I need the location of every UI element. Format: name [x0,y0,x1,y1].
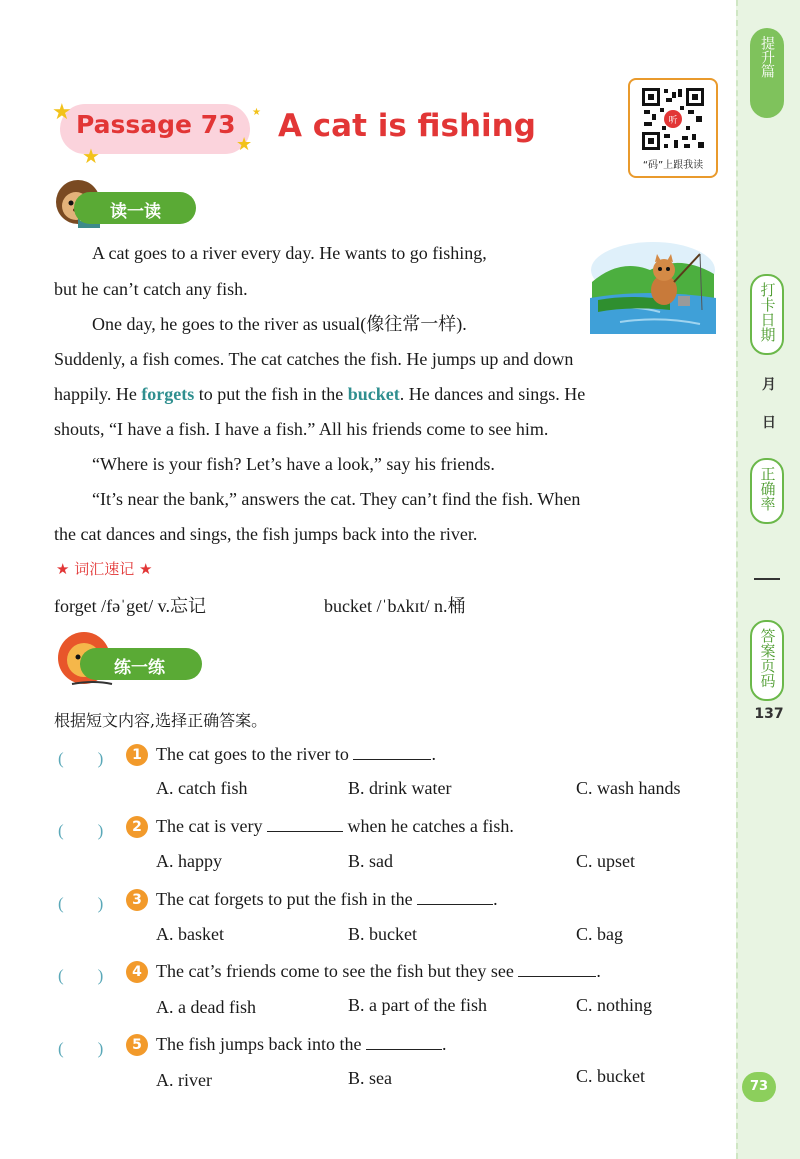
passage-line: Suddenly, a fish comes. The cat catches the fish. He jumps up and down [54,349,574,369]
vocab-bucket: bucket /ˈbʌkɪt/ n.桶 [324,596,466,616]
fill-blank [417,888,493,905]
question-number-badge: 5 [126,1034,148,1056]
answer-blank[interactable]: ( ) [58,821,104,840]
option-b[interactable]: B. a part of the fish [348,995,487,1015]
answer-blank[interactable]: ( ) [58,894,104,913]
day-label: 日 [762,415,776,431]
cat-fishing-illustration [590,240,716,334]
question-text-part: . [431,744,436,764]
answer-blank[interactable]: ( ) [58,966,104,985]
question-text-part: . [441,1034,447,1054]
question-text-part: The cat’s friends come to see the fish but they see [156,961,519,981]
option-c[interactable]: C. bag [576,924,623,944]
practice-section-label: 练一练 [114,658,165,678]
option-a[interactable]: A. river [156,1070,212,1090]
accuracy-label: 正确率 [758,466,777,511]
question-text [156,743,436,765]
passage-line: A cat goes to a river every day. He wants to go fishing, [92,243,487,263]
star-icon: ★ [236,134,253,155]
question-text-part: . [596,961,601,981]
question-text-part: The cat is very [156,816,267,836]
passage-line: shouts, “I have a fish. I have a fish.” All his friends come to see him. [54,419,549,439]
question-text [156,960,601,982]
checkin-date-label: 打卡日期 [758,282,777,342]
answer-page-label: 答案页码 [758,628,777,688]
passage-line: the cat dances and sings, the fish jumps back into the river. [54,524,478,544]
star-icon: ★ [52,100,72,125]
accuracy-pill [750,458,784,524]
qr-caption: “码”上跟我读 [642,160,704,171]
level-tab [750,28,784,118]
question-number-badge: 4 [126,961,148,983]
passage-text: . He dances and sings. He [399,384,586,404]
checkin-date-pill [750,274,784,355]
question-text-part: The fish jumps back into the [156,1034,366,1054]
option-c[interactable]: C. upset [576,851,636,871]
question-text [156,888,498,910]
option-c[interactable]: C. wash hands [576,778,681,798]
vocab-title: ★ 词汇速记 ★ [56,560,153,578]
question-text [156,1033,446,1055]
answer-blank[interactable]: ( ) [58,749,104,768]
passage-line [54,383,585,405]
passage-line: “Where is your fish? Let’s have a look,” say his friends. [92,454,495,474]
page-number-badge: 73 [742,1072,776,1102]
question-number-badge: 2 [126,816,148,838]
option-b[interactable]: B. sea [348,1068,392,1088]
level-tab-label: 提升篇 [759,36,775,78]
star-icon: ★ [82,144,100,168]
qr-code-box[interactable] [628,78,718,178]
fill-blank [518,960,596,977]
option-a[interactable]: A. basket [156,924,224,944]
instruction-text: 根据短文内容,选择正确答案。 [54,711,268,730]
highlight-word-bucket: bucket [347,384,400,404]
passage-number: Passage 73 [76,110,236,139]
passage-text: happily. He [54,384,142,404]
fill-blank [366,1033,442,1050]
question-text [156,815,514,837]
passage-line: but he can’t catch any fish. [54,279,248,299]
passage-line: One day, he goes to the river as usual(像往常一样). [92,314,467,334]
answer-blank[interactable]: ( ) [58,1039,104,1058]
side-strip [736,0,800,1159]
star-icon: ★ [252,107,261,118]
accuracy-line [754,578,780,580]
fill-blank [267,815,343,832]
question-text-part: The cat goes to the river to [156,744,354,764]
read-section-label: 读一读 [110,202,161,222]
question-number-badge: 1 [126,744,148,766]
option-b[interactable]: B. bucket [348,924,417,944]
option-a[interactable]: A. happy [156,851,222,871]
option-b[interactable]: B. sad [348,851,393,871]
passage-text: to put the fish in the [194,384,348,404]
page-title: A cat is fishing [278,108,536,144]
question-text-part: The cat forgets to put the fish in the [156,889,418,909]
option-c[interactable]: C. bucket [576,1066,645,1086]
qr-code-icon [640,86,706,152]
answer-page-number: 137 [754,706,784,722]
option-c[interactable]: C. nothing [576,995,653,1015]
qr-listen-text: 听 [668,116,678,126]
question-number-badge: 3 [126,889,148,911]
month-label: 月 [762,377,776,393]
passage-line: “It’s near the bank,” answers the cat. They can’t find the fish. When [92,489,581,509]
option-a[interactable]: A. a dead fish [156,997,256,1017]
highlight-word-forgets: forgets [141,384,195,404]
option-a[interactable]: A. catch fish [156,778,248,798]
answer-page-pill [750,620,784,701]
vocab-forget: forget /fəˈget/ v.忘记 [54,596,206,616]
fill-blank [353,743,431,760]
option-b[interactable]: B. drink water [348,778,452,798]
question-text-part: when he catches a fish. [342,816,514,836]
question-text-part: . [493,889,498,909]
